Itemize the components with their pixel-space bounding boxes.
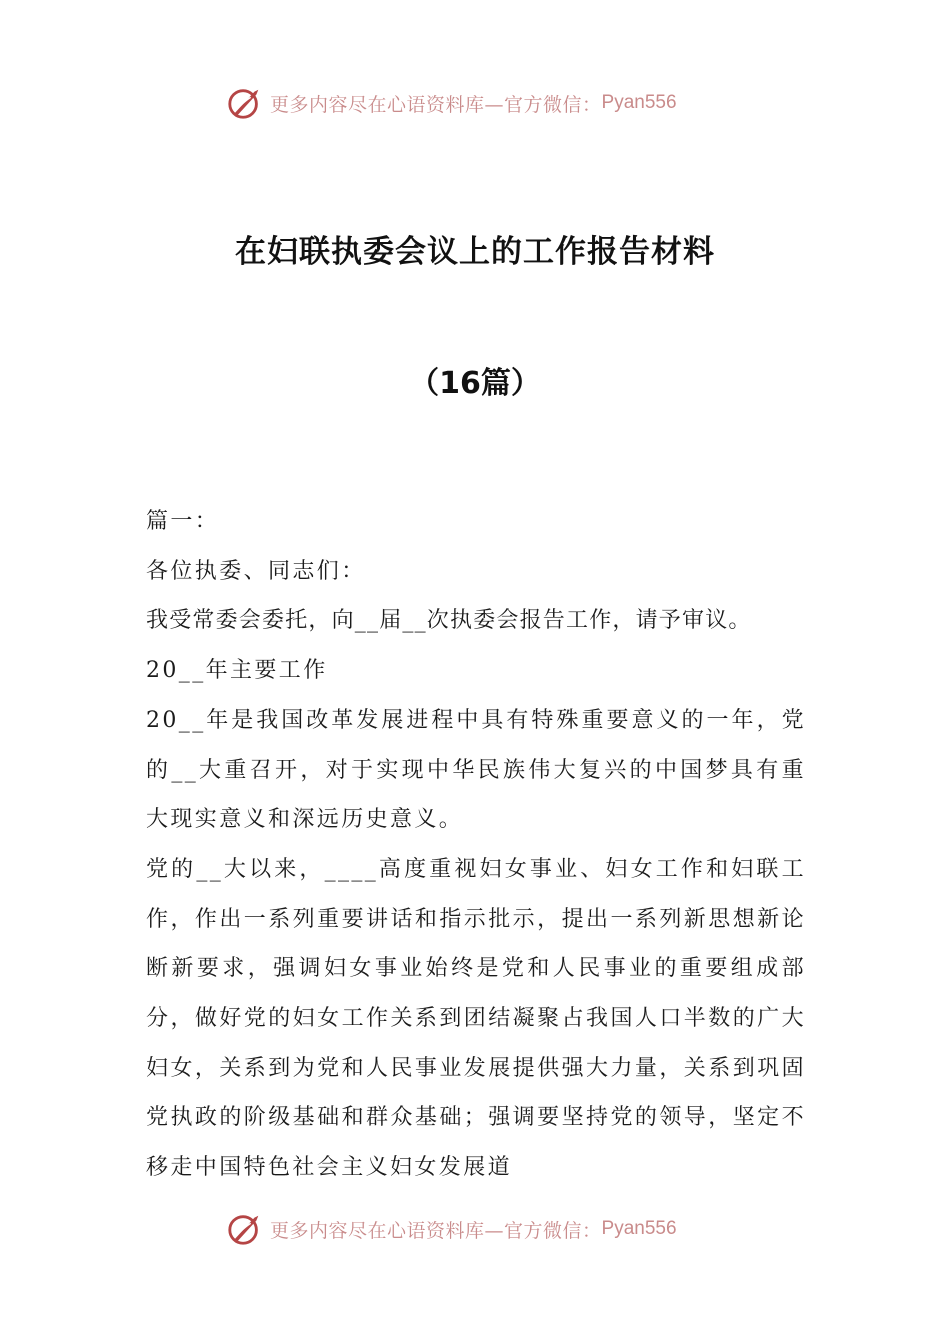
- quill-logo-icon: [226, 84, 264, 122]
- quill-logo-icon: [226, 1210, 264, 1248]
- document-body: [146, 497, 806, 1193]
- paragraph-heading: 篇一：: [146, 509, 220, 534]
- paragraph-body: 党的__大以来，____高度重视妇女事业、妇女工作和妇联工作，作出一系列重要讲话和指示批示，提出一系列新思想新论断新要求，强调妇女事业始终是党和人民事业的重要组成部分，做好党的妇女工作关系到团结凝聚占我国人口半数的广大妇女，关系到为党和人民事业发展提供强大力量，关系到巩固党执政的阶级基础和群众基础；强调要坚持党的领导，坚定不移走中国特色社会主义妇女发展道: [146, 856, 806, 1181]
- watermark-text: 更多内容尽在心语资料库—官方微信：: [270, 93, 602, 116]
- document-title: 在妇联执委会议上的工作报告材料: [235, 234, 715, 270]
- watermark-wechat-id: Pyan556: [601, 1218, 677, 1239]
- paragraph-section-heading: 20__年主要工作: [146, 658, 328, 684]
- document-subtitle: （16篇）: [409, 366, 541, 401]
- watermark-wechat-id: Pyan556: [601, 92, 677, 113]
- paragraph-intro: 我受常委会委托，向__届__次执委会报告工作，请予审议。: [146, 608, 752, 634]
- paragraph-body: 20__年是我国改革发展进程中具有特殊重要意义的一年，党的__大重召开，对于实现中华民族伟大复兴的中国梦具有重大现实意义和深远历史意义。: [146, 707, 806, 833]
- watermark-text: 更多内容尽在心语资料库—官方微信：: [270, 1219, 602, 1242]
- watermark-banner-bottom: [226, 1207, 677, 1251]
- paragraph-salutation: 各位执委、同志们：: [146, 558, 366, 584]
- watermark-banner-top: [226, 81, 677, 125]
